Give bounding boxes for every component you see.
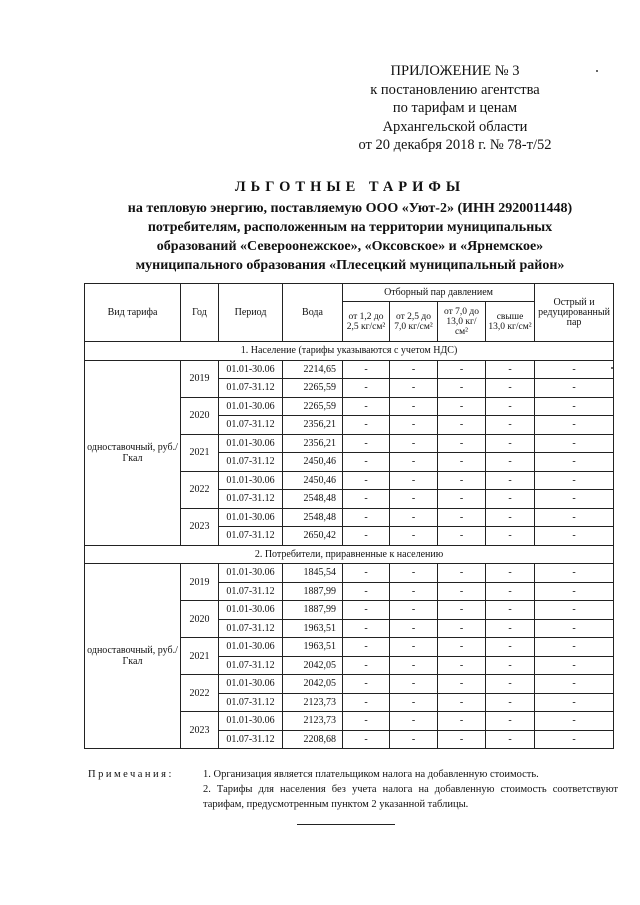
sharp-steam-value-cell: - — [535, 471, 614, 490]
steam-value-cell: - — [486, 656, 535, 675]
steam-value-cell: - — [486, 730, 535, 749]
steam-value-cell: - — [343, 360, 390, 379]
steam-value-cell: - — [390, 638, 438, 657]
steam-value-cell: - — [343, 527, 390, 546]
steam-value-cell: - — [438, 434, 486, 453]
section-row — [85, 342, 614, 361]
steam-value-cell: - — [390, 471, 438, 490]
water-value-cell: 2208,68 — [283, 730, 343, 749]
steam-value-cell: - — [486, 582, 535, 601]
steam-value-cell: - — [486, 490, 535, 509]
steam-value-cell: - — [438, 712, 486, 731]
steam-value-cell: - — [390, 730, 438, 749]
header-sharp-steam: Острый и редуцированный пар — [535, 284, 614, 342]
period-cell: 01.07-31.12 — [219, 453, 283, 472]
steam-value-cell: - — [486, 471, 535, 490]
sharp-steam-value-cell: - — [535, 360, 614, 379]
period-cell: 01.01-30.06 — [219, 638, 283, 657]
steam-value-cell: - — [343, 601, 390, 620]
header-steam-1: от 1,2 до 2,5 кг/см² — [343, 302, 390, 342]
water-value-cell: 2265,59 — [283, 379, 343, 398]
note-item: 2. Тарифы для населения без учета налога на добавленную стоимость соответствуют тарифам, предусмотренным пунктом 2 указанной таблицы. — [203, 784, 618, 810]
scan-speck — [596, 70, 598, 72]
steam-value-cell: - — [343, 675, 390, 694]
steam-value-cell: - — [390, 619, 438, 638]
steam-value-cell: - — [438, 564, 486, 583]
steam-value-cell: - — [486, 360, 535, 379]
tariff-table-body — [85, 342, 614, 749]
steam-value-cell: - — [438, 582, 486, 601]
steam-value-cell: - — [390, 416, 438, 435]
water-value-cell: 2356,21 — [283, 434, 343, 453]
sharp-steam-value-cell: - — [535, 712, 614, 731]
period-cell: 01.01-30.06 — [219, 508, 283, 527]
steam-value-cell: - — [390, 379, 438, 398]
year-cell: 2020 — [181, 397, 219, 434]
period-cell: 01.01-30.06 — [219, 712, 283, 731]
water-value-cell: 2450,46 — [283, 471, 343, 490]
steam-value-cell: - — [486, 527, 535, 546]
water-value-cell: 1963,51 — [283, 619, 343, 638]
water-value-cell: 1845,54 — [283, 564, 343, 583]
period-cell: 01.07-31.12 — [219, 693, 283, 712]
header-tariff-type: Вид тарифа — [85, 284, 181, 342]
section-row — [85, 545, 614, 564]
steam-value-cell: - — [390, 453, 438, 472]
water-value-cell: 2548,48 — [283, 490, 343, 509]
steam-value-cell: - — [438, 360, 486, 379]
appendix-line: ПРИЛОЖЕНИЕ № 3 — [390, 63, 520, 79]
steam-value-cell: - — [486, 712, 535, 731]
steam-value-cell: - — [390, 434, 438, 453]
sharp-steam-value-cell: - — [535, 638, 614, 657]
period-cell: 01.07-31.12 — [219, 619, 283, 638]
sharp-steam-value-cell: - — [535, 582, 614, 601]
table-row — [85, 360, 614, 379]
title-line: муниципального образования «Плесецкий муниципальный район» — [135, 258, 565, 273]
scan-speck — [611, 367, 613, 369]
period-cell: 01.07-31.12 — [219, 416, 283, 435]
year-cell: 2021 — [181, 434, 219, 471]
steam-value-cell: - — [438, 619, 486, 638]
water-value-cell: 2548,48 — [283, 508, 343, 527]
header-period: Период — [219, 284, 283, 342]
header-water: Вода — [283, 284, 343, 342]
section-title: 2. Потребители, приравненные к населению — [85, 545, 614, 564]
sharp-steam-value-cell: - — [535, 416, 614, 435]
steam-value-cell: - — [390, 675, 438, 694]
title-line: на тепловую энергию, поставляемую ООО «Уют-2» (ИНН 2920011448) — [127, 201, 573, 216]
table-row — [85, 564, 614, 583]
period-cell: 01.01-30.06 — [219, 601, 283, 620]
steam-value-cell: - — [438, 656, 486, 675]
steam-value-cell: - — [390, 564, 438, 583]
steam-value-cell: - — [390, 490, 438, 509]
sharp-steam-value-cell: - — [535, 619, 614, 638]
water-value-cell: 1887,99 — [283, 601, 343, 620]
appendix-line: по тарифам и ценам — [392, 100, 518, 116]
steam-value-cell: - — [438, 675, 486, 694]
period-cell: 01.07-31.12 — [219, 379, 283, 398]
title-line: потребителям, расположенным на территории муниципальных — [147, 220, 553, 235]
steam-value-cell: - — [343, 656, 390, 675]
steam-value-cell: - — [390, 360, 438, 379]
steam-value-cell: - — [343, 434, 390, 453]
steam-value-cell: - — [390, 582, 438, 601]
period-cell: 01.01-30.06 — [219, 471, 283, 490]
steam-value-cell: - — [486, 675, 535, 694]
steam-value-cell: - — [390, 693, 438, 712]
steam-value-cell: - — [438, 693, 486, 712]
sharp-steam-value-cell: - — [535, 379, 614, 398]
sharp-steam-value-cell: - — [535, 564, 614, 583]
steam-value-cell: - — [390, 601, 438, 620]
steam-value-cell: - — [438, 490, 486, 509]
period-cell: 01.07-31.12 — [219, 490, 283, 509]
steam-value-cell: - — [438, 397, 486, 416]
year-cell: 2023 — [181, 508, 219, 545]
steam-value-cell: - — [486, 601, 535, 620]
appendix-line: Архангельской области — [382, 118, 528, 135]
steam-value-cell: - — [343, 379, 390, 398]
steam-value-cell: - — [486, 638, 535, 657]
sharp-steam-value-cell: - — [535, 508, 614, 527]
steam-value-cell: - — [343, 471, 390, 490]
header-year: Год — [181, 284, 219, 342]
steam-value-cell: - — [438, 730, 486, 749]
period-cell: 01.07-31.12 — [219, 527, 283, 546]
water-value-cell: 2042,05 — [283, 656, 343, 675]
appendix-line: от 20 декабря 2018 г. № 78-т/52 — [358, 137, 552, 153]
water-value-cell: 2650,42 — [283, 527, 343, 546]
period-cell: 01.07-31.12 — [219, 656, 283, 675]
header-steam-4: свыше 13,0 кг/см² — [486, 302, 535, 342]
year-cell: 2019 — [181, 360, 219, 397]
steam-value-cell: - — [343, 564, 390, 583]
header-steam-3: от 7,0 до 13,0 кг/см² — [438, 302, 486, 342]
steam-value-cell: - — [438, 379, 486, 398]
steam-value-cell: - — [343, 712, 390, 731]
year-cell: 2022 — [181, 675, 219, 712]
water-value-cell: 2214,65 — [283, 360, 343, 379]
water-value-cell: 2265,59 — [283, 397, 343, 416]
steam-value-cell: - — [438, 453, 486, 472]
steam-value-cell: - — [390, 527, 438, 546]
steam-value-cell: - — [438, 508, 486, 527]
steam-value-cell: - — [390, 656, 438, 675]
water-value-cell: 2042,05 — [283, 675, 343, 694]
section-title: 1. Население (тарифы указываются с учетом НДС) — [85, 342, 614, 361]
water-value-cell: 2123,73 — [283, 712, 343, 731]
steam-value-cell: - — [343, 638, 390, 657]
steam-value-cell: - — [343, 693, 390, 712]
tariff-type-cell: одноставочный, руб./Гкал — [85, 564, 181, 749]
sharp-steam-value-cell: - — [535, 601, 614, 620]
period-cell: 01.01-30.06 — [219, 397, 283, 416]
steam-value-cell: - — [343, 730, 390, 749]
notes-items — [203, 767, 618, 812]
water-value-cell: 1887,99 — [283, 582, 343, 601]
year-cell: 2020 — [181, 601, 219, 638]
steam-value-cell: - — [343, 397, 390, 416]
steam-value-cell: - — [438, 527, 486, 546]
steam-value-cell: - — [438, 601, 486, 620]
period-cell: 01.01-30.06 — [219, 360, 283, 379]
title-main: ЛЬГОТНЫЕ ТАРИФЫ — [234, 179, 466, 195]
period-cell: 01.07-31.12 — [219, 582, 283, 601]
steam-value-cell: - — [343, 508, 390, 527]
steam-value-cell: - — [343, 619, 390, 638]
sharp-steam-value-cell: - — [535, 527, 614, 546]
water-value-cell: 2123,73 — [283, 693, 343, 712]
sharp-steam-value-cell: - — [535, 490, 614, 509]
header-steam-group: Отборный пар давлением — [343, 284, 535, 302]
year-cell: 2019 — [181, 564, 219, 601]
steam-value-cell: - — [438, 471, 486, 490]
tariff-table — [84, 283, 614, 749]
steam-value-cell: - — [486, 619, 535, 638]
steam-value-cell: - — [343, 416, 390, 435]
sharp-steam-value-cell: - — [535, 397, 614, 416]
steam-value-cell: - — [486, 416, 535, 435]
steam-value-cell: - — [486, 434, 535, 453]
sharp-steam-value-cell: - — [535, 693, 614, 712]
steam-value-cell: - — [438, 416, 486, 435]
steam-value-cell: - — [486, 693, 535, 712]
tariff-type-cell: одноставочный, руб./Гкал — [85, 360, 181, 545]
sharp-steam-value-cell: - — [535, 675, 614, 694]
period-cell: 01.01-30.06 — [219, 564, 283, 583]
water-value-cell: 2356,21 — [283, 416, 343, 435]
steam-value-cell: - — [390, 397, 438, 416]
sharp-steam-value-cell: - — [535, 730, 614, 749]
notes-label: Примечания: — [88, 769, 174, 780]
steam-value-cell: - — [390, 712, 438, 731]
period-cell: 01.07-31.12 — [219, 730, 283, 749]
year-cell: 2022 — [181, 471, 219, 508]
period-cell: 01.01-30.06 — [219, 675, 283, 694]
steam-value-cell: - — [343, 453, 390, 472]
header-steam-2: от 2,5 до 7,0 кг/см² — [390, 302, 438, 342]
closing-rule — [297, 824, 395, 825]
period-cell: 01.01-30.06 — [219, 434, 283, 453]
title-line: образований «Североонежское», «Оксовское» и «Ярнемское» — [156, 239, 544, 254]
sharp-steam-value-cell: - — [535, 656, 614, 675]
year-cell: 2021 — [181, 638, 219, 675]
steam-value-cell: - — [486, 379, 535, 398]
year-cell: 2023 — [181, 712, 219, 749]
steam-value-cell: - — [486, 508, 535, 527]
appendix-line: к постановлению агентства — [370, 81, 540, 98]
steam-value-cell: - — [390, 508, 438, 527]
steam-value-cell: - — [343, 582, 390, 601]
note-item: 1. Организация является плательщиком налога на добавленную стоимость. — [203, 769, 539, 780]
sharp-steam-value-cell: - — [535, 453, 614, 472]
sharp-steam-value-cell: - — [535, 434, 614, 453]
steam-value-cell: - — [486, 397, 535, 416]
steam-value-cell: - — [343, 490, 390, 509]
steam-value-cell: - — [486, 564, 535, 583]
water-value-cell: 1963,51 — [283, 638, 343, 657]
steam-value-cell: - — [486, 453, 535, 472]
document-title — [80, 178, 620, 275]
steam-value-cell: - — [438, 638, 486, 657]
appendix-block — [330, 62, 580, 155]
water-value-cell: 2450,46 — [283, 453, 343, 472]
